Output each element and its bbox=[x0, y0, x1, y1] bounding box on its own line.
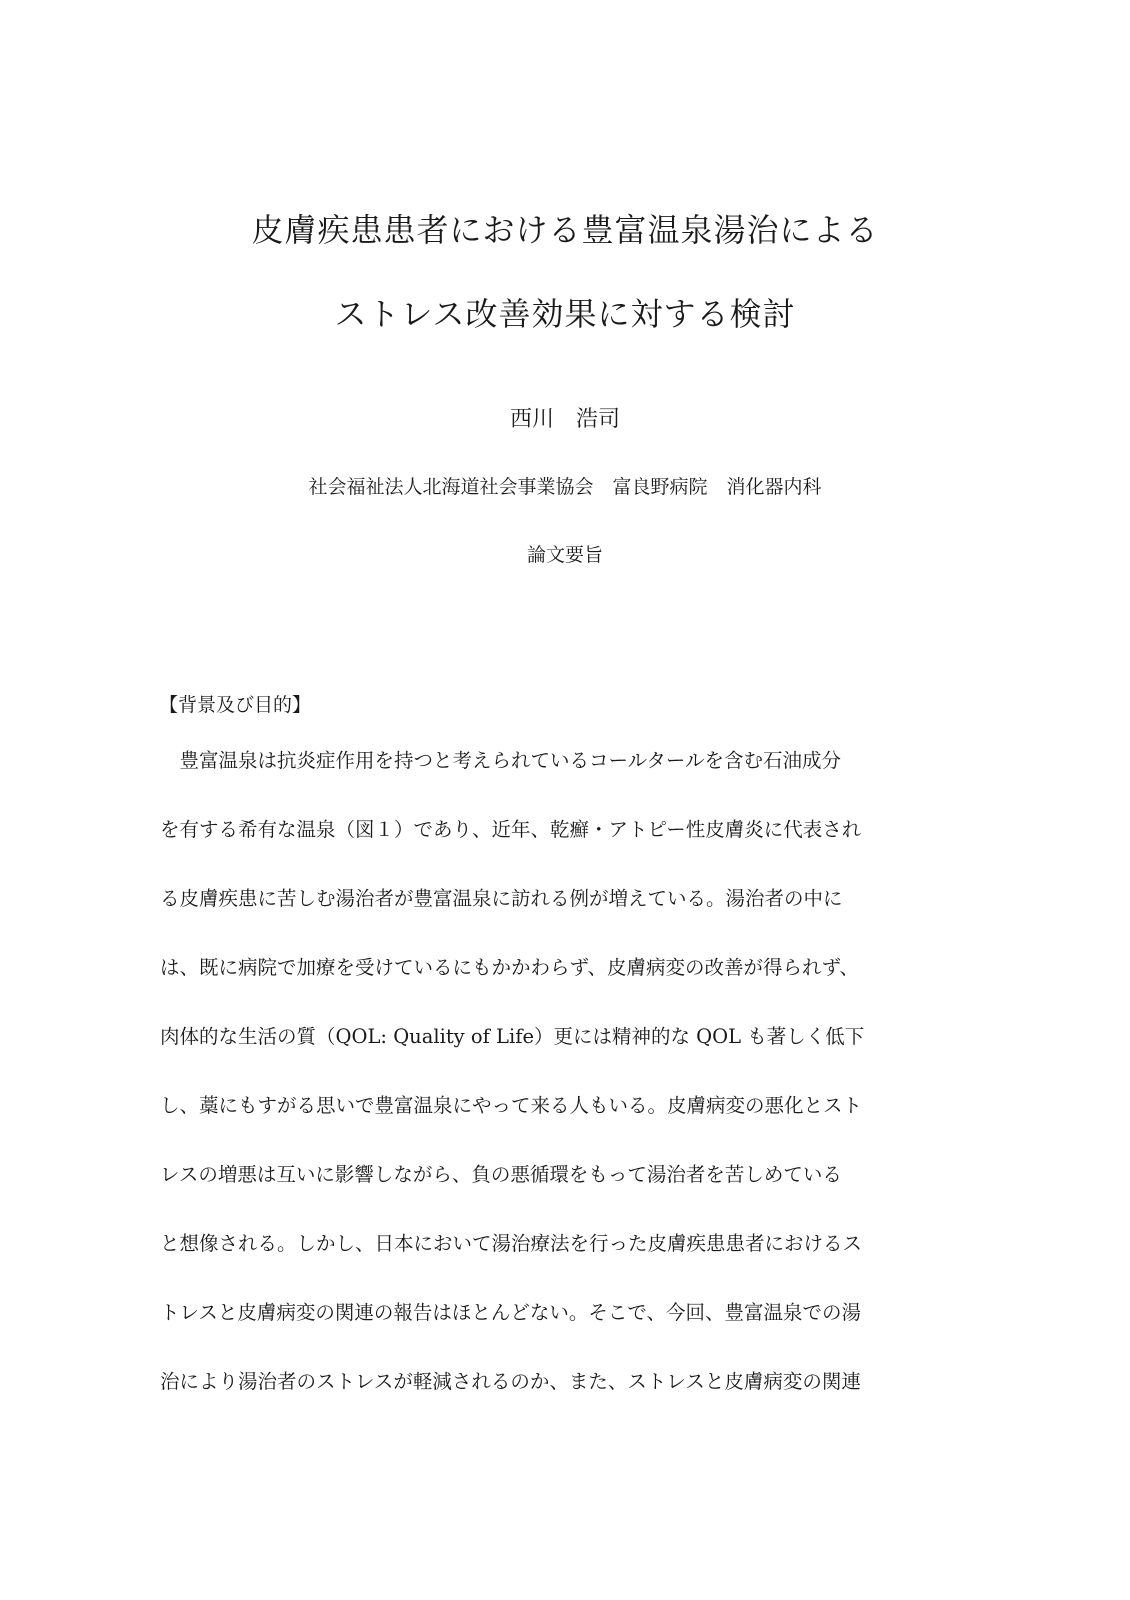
document-type-label: 論文要旨 bbox=[526, 544, 603, 566]
author-affiliation: 社会福祉法人北海道社会事業協会 富良野病院 消化器内科 bbox=[308, 476, 822, 498]
body-line: る皮膚疾患に苦しむ湯治者が豊富温泉に訪れる例が増えている。湯治者の中に bbox=[160, 887, 843, 910]
body-line: 肉体的な生活の質（QOL: Quality of Life）更には精神的な QOL も著しく低下 bbox=[160, 1025, 865, 1048]
paper-title bbox=[0, 188, 1130, 356]
body-line: と想像される。しかし、日本において湯治療法を行った皮膚疾患患者におけるス bbox=[160, 1232, 863, 1255]
body-line: は、既に病院で加療を受けているにもかかわらず、皮膚病変の改善が得られず、 bbox=[160, 956, 859, 979]
section-body bbox=[160, 744, 970, 1434]
title-line-1: 皮膚疾患患者における豊富温泉湯治による bbox=[251, 211, 879, 249]
author-name: 西川 浩司 bbox=[509, 407, 620, 432]
body-line: し、藁にもすがる思いで豊富温泉にやって来る人もいる。皮膚病変の悪化とスト bbox=[160, 1094, 863, 1117]
body-line: 豊富温泉は抗炎症作用を持つと考えられているコールタールを含む石油成分 bbox=[160, 749, 841, 772]
body-line: 治により湯治者のストレスが軽減されるのか、また、ストレスと皮膚病変の関連 bbox=[160, 1370, 861, 1393]
body-line: レスの増悪は互いに影響しながら、負の悪循環をもって湯治者を苦しめている bbox=[160, 1163, 842, 1186]
section-heading: 【背景及び目的】 bbox=[159, 694, 312, 716]
title-line-2: ストレス改善効果に対する検討 bbox=[334, 295, 796, 333]
body-line: を有する希有な温泉（図１）であり、近年、乾癬・アトピー性皮膚炎に代表され bbox=[160, 818, 862, 841]
body-line: トレスと皮膚病変の関連の報告はほとんどない。そこで、今回、豊富温泉での湯 bbox=[160, 1301, 862, 1324]
